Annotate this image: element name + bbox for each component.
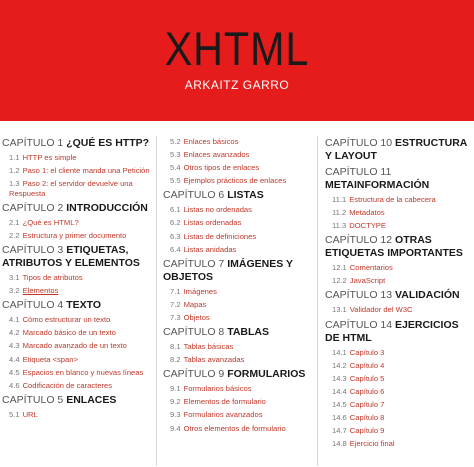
toc-link[interactable] xyxy=(163,313,311,323)
chapter-title: INTRODUCCIÓN xyxy=(66,201,148,214)
section-title: Cómo estructurar un texto xyxy=(22,315,111,325)
section-title: Elementos xyxy=(22,286,59,296)
section-number: 8.1 xyxy=(170,342,181,352)
section-title: Enlaces básicos xyxy=(183,137,239,146)
section-title: Listas ordenadas xyxy=(183,218,242,228)
section-title: Listas no ordenadas xyxy=(183,205,252,215)
section-number: 4.3 xyxy=(9,341,20,351)
chapter-title: TEXTO xyxy=(66,299,102,312)
section-number: 11.1 xyxy=(332,195,347,204)
toc-link[interactable] xyxy=(2,286,150,296)
section-title: JavaScript xyxy=(349,276,386,286)
section-title: Estructura de la cabecera xyxy=(349,195,436,204)
chapter-number: CAPÍTULO 4 xyxy=(2,299,64,312)
toc-link[interactable] xyxy=(163,137,311,147)
chapter-heading[interactable] xyxy=(325,289,471,302)
section-title: Espacios en blanco y nuevas líneas xyxy=(22,367,144,377)
toc-link[interactable] xyxy=(163,384,311,394)
section-number: 5.2 xyxy=(170,137,181,146)
chapter-number: CAPÍTULO 11 xyxy=(325,166,392,178)
section-number: 11.2 xyxy=(332,208,347,218)
section-number: 13.1 xyxy=(332,305,347,315)
chapter-number: CAPÍTULO 9 xyxy=(163,368,225,381)
section-title: Otros tipos de enlaces xyxy=(183,163,260,173)
section-number: 7.3 xyxy=(170,312,181,322)
section-title: Paso 1: el cliente manda una Petición xyxy=(22,166,150,176)
section-title: Objetos xyxy=(183,312,210,322)
section-title: HTTP es simple xyxy=(22,153,77,162)
section-number: 4.6 xyxy=(9,380,20,390)
column-divider xyxy=(317,136,318,466)
chapter-number: CAPÍTULO 14 xyxy=(325,318,393,331)
chapter-heading[interactable] xyxy=(325,234,471,260)
section-number: 6.3 xyxy=(170,231,181,241)
section-title: DOCTYPE xyxy=(349,221,386,231)
section-number: 14.3 xyxy=(332,373,347,383)
toc-link[interactable] xyxy=(2,328,150,338)
section-number: 5.3 xyxy=(170,150,181,160)
toc-link[interactable] xyxy=(163,287,311,297)
book-author: ARKAITZ GARRO xyxy=(184,78,290,92)
toc-link[interactable] xyxy=(2,368,150,378)
toc-link[interactable] xyxy=(325,413,471,423)
section-title: Elementos de formulario xyxy=(183,397,266,407)
toc-link[interactable] xyxy=(163,163,311,173)
section-title: Metadatos xyxy=(349,208,385,218)
section-number: 7.2 xyxy=(170,299,181,309)
chapter-title: IMÁGENES Y OBJETOS xyxy=(163,257,293,283)
section-title: Formularios básicos xyxy=(183,384,252,394)
cover-header xyxy=(0,0,474,121)
section-title: Tablas avanzadas xyxy=(183,355,245,365)
section-number: 1.3 xyxy=(9,179,20,189)
section-number: 14.2 xyxy=(332,360,347,370)
chapter-number: CAPÍTULO 8 xyxy=(163,326,225,339)
toc-link[interactable] xyxy=(325,387,471,397)
section-number: 2.2 xyxy=(9,230,20,240)
chapter-heading[interactable] xyxy=(2,202,150,215)
toc-link[interactable] xyxy=(325,221,471,231)
section-title: Capítulo 3 xyxy=(349,347,385,357)
section-number: 14.5 xyxy=(332,399,347,409)
section-title: Comentarios xyxy=(349,263,393,273)
section-title: Codificación de caracteres xyxy=(22,380,113,390)
toc-column-3 xyxy=(325,137,471,452)
toc-link[interactable] xyxy=(163,232,311,242)
section-title: Listas de definiciones xyxy=(183,231,257,241)
section-title: Capítulo 7 xyxy=(349,399,385,409)
section-title: Formularios avanzados xyxy=(183,410,263,420)
toc-link[interactable] xyxy=(2,166,150,176)
toc-column-1 xyxy=(2,137,150,423)
section-title: Capítulo 9 xyxy=(349,426,385,436)
toc-link[interactable] xyxy=(2,355,150,365)
section-title: Imágenes xyxy=(183,286,217,296)
section-number: 5.1 xyxy=(9,409,20,419)
chapter-heading[interactable] xyxy=(325,166,471,192)
section-title: Ejemplos prácticos de enlaces xyxy=(183,176,287,186)
toc-link[interactable] xyxy=(2,231,150,241)
section-title: Listas anidadas xyxy=(183,244,237,254)
toc-link[interactable] xyxy=(163,150,311,160)
chapter-heading[interactable] xyxy=(163,258,311,284)
chapter-number: CAPÍTULO 7 xyxy=(163,257,225,270)
section-title: Estructura y primer documento xyxy=(22,230,127,240)
chapter-title: METAINFORMACIÓN xyxy=(325,179,430,191)
chapter-number: CAPÍTULO 2 xyxy=(2,201,64,214)
toc-link[interactable] xyxy=(325,348,471,358)
section-number: 11.3 xyxy=(332,221,347,231)
section-title: Capítulo 6 xyxy=(349,386,385,396)
chapter-number: CAPÍTULO 5 xyxy=(2,393,64,406)
section-title: Capítulo 8 xyxy=(349,413,385,423)
toc-link[interactable] xyxy=(325,374,471,384)
chapter-number: CAPÍTULO 1 xyxy=(2,137,64,149)
toc-column-2 xyxy=(163,137,311,437)
chapter-heading[interactable] xyxy=(163,189,311,202)
toc-link[interactable] xyxy=(2,179,150,198)
chapter-title: ENLACES xyxy=(66,393,117,406)
section-title: Capítulo 5 xyxy=(349,373,385,383)
toc-link[interactable] xyxy=(325,426,471,436)
section-number: 9.4 xyxy=(170,423,181,433)
toc-link[interactable] xyxy=(325,305,471,315)
section-number: 14.6 xyxy=(332,413,347,423)
section-number: 8.2 xyxy=(170,355,181,365)
chapter-heading[interactable] xyxy=(325,137,471,163)
toc-link[interactable] xyxy=(325,276,471,286)
section-number: 5.4 xyxy=(170,163,181,173)
chapter-heading[interactable] xyxy=(2,244,150,270)
section-number: 4.1 xyxy=(9,315,20,325)
chapter-number: CAPÍTULO 6 xyxy=(163,189,225,202)
toc-link[interactable] xyxy=(163,342,311,352)
section-number: 9.2 xyxy=(170,397,181,407)
chapter-title: OTRAS ETIQUETAS IMPORTANTES xyxy=(325,234,463,260)
section-title: Tablas básicas xyxy=(183,342,234,352)
section-number: 4.5 xyxy=(9,367,20,377)
chapter-title: FORMULARIOS xyxy=(227,368,306,381)
section-title: Capítulo 4 xyxy=(349,360,385,370)
chapter-number: CAPÍTULO 12 xyxy=(325,234,393,247)
chapter-title: EJERCICIOS DE HTML xyxy=(325,318,459,344)
section-number: 14.7 xyxy=(332,426,347,436)
section-number: 14.8 xyxy=(332,439,347,449)
section-number: 1.1 xyxy=(9,153,20,162)
section-title: ¿Qué es HTML? xyxy=(22,217,79,227)
chapter-title: TABLAS xyxy=(227,326,270,339)
column-divider xyxy=(156,136,157,466)
chapter-heading[interactable] xyxy=(2,299,150,312)
chapter-title: LISTAS xyxy=(227,189,264,202)
section-title: Marcado avanzado de un texto xyxy=(22,341,127,351)
chapter-heading[interactable] xyxy=(2,394,150,407)
section-number: 7.1 xyxy=(170,286,181,296)
section-title: Etiqueta <span> xyxy=(22,354,78,364)
chapter-title: ETIQUETAS, ATRIBUTOS Y ELEMENTOS xyxy=(2,244,140,270)
toc-link[interactable] xyxy=(2,153,150,163)
toc-link[interactable] xyxy=(163,410,311,420)
toc-link[interactable] xyxy=(325,208,471,218)
chapter-number: CAPÍTULO 10 xyxy=(325,137,393,149)
section-number: 1.2 xyxy=(9,166,20,176)
toc-link[interactable] xyxy=(2,341,150,351)
section-number: 14.1 xyxy=(332,347,347,357)
section-title: URL xyxy=(22,409,38,419)
section-number: 4.4 xyxy=(9,354,20,364)
section-title: Tipos de atributos xyxy=(22,273,83,283)
section-number: 3.1 xyxy=(9,273,20,283)
chapter-number: CAPÍTULO 13 xyxy=(325,289,393,302)
toc-link[interactable] xyxy=(2,410,150,420)
toc-link[interactable] xyxy=(163,218,311,228)
chapter-title: ¿QUÉ ES HTTP? xyxy=(66,137,150,149)
toc-link[interactable] xyxy=(325,439,471,449)
section-number: 9.1 xyxy=(170,384,181,394)
section-number: 12.2 xyxy=(332,276,347,286)
toc-link[interactable] xyxy=(163,424,311,434)
toc-link[interactable] xyxy=(163,245,311,255)
section-number: 4.2 xyxy=(9,328,20,338)
toc-link[interactable] xyxy=(2,218,150,228)
section-number: 6.1 xyxy=(170,205,181,215)
toc-link[interactable] xyxy=(2,315,150,325)
chapter-heading[interactable] xyxy=(163,368,311,381)
section-title: Marcado básico de un texto xyxy=(22,328,116,338)
section-number: 5.5 xyxy=(170,176,181,186)
toc-link[interactable] xyxy=(2,273,150,283)
section-number: 14.4 xyxy=(332,386,347,396)
section-title: Validador del W3C xyxy=(349,305,413,315)
section-title: Paso 2: el servidor devuelve una Respuesta xyxy=(9,179,133,198)
section-number: 6.4 xyxy=(170,244,181,254)
chapter-title: VALIDACIÓN xyxy=(395,289,460,302)
section-number: 3.2 xyxy=(9,286,20,296)
toc-link[interactable] xyxy=(163,176,311,186)
section-number: 12.1 xyxy=(332,263,347,273)
section-number: 6.2 xyxy=(170,218,181,228)
toc-link[interactable] xyxy=(325,263,471,273)
chapter-title: ESTRUCTURA Y LAYOUT xyxy=(325,137,467,162)
section-number: 2.1 xyxy=(9,217,20,227)
toc-link[interactable] xyxy=(2,381,150,391)
toc-link[interactable] xyxy=(163,205,311,215)
section-number: 9.3 xyxy=(170,410,181,420)
chapter-heading[interactable] xyxy=(2,137,150,150)
book-title: XHTML xyxy=(164,22,310,75)
toc-link[interactable] xyxy=(163,355,311,365)
section-title: Mapas xyxy=(183,299,207,309)
toc-link[interactable] xyxy=(325,195,471,205)
chapter-heading[interactable] xyxy=(163,326,311,339)
section-title: Ejercicio final xyxy=(349,439,395,449)
chapter-heading[interactable] xyxy=(325,319,471,345)
toc-link[interactable] xyxy=(163,397,311,407)
toc-link[interactable] xyxy=(325,361,471,371)
toc-link[interactable] xyxy=(325,400,471,410)
section-title: Otros elementos de formulario xyxy=(183,423,286,433)
toc-link[interactable] xyxy=(163,300,311,310)
chapter-number: CAPÍTULO 3 xyxy=(2,244,64,257)
section-title: Enlaces avanzados xyxy=(183,150,250,160)
